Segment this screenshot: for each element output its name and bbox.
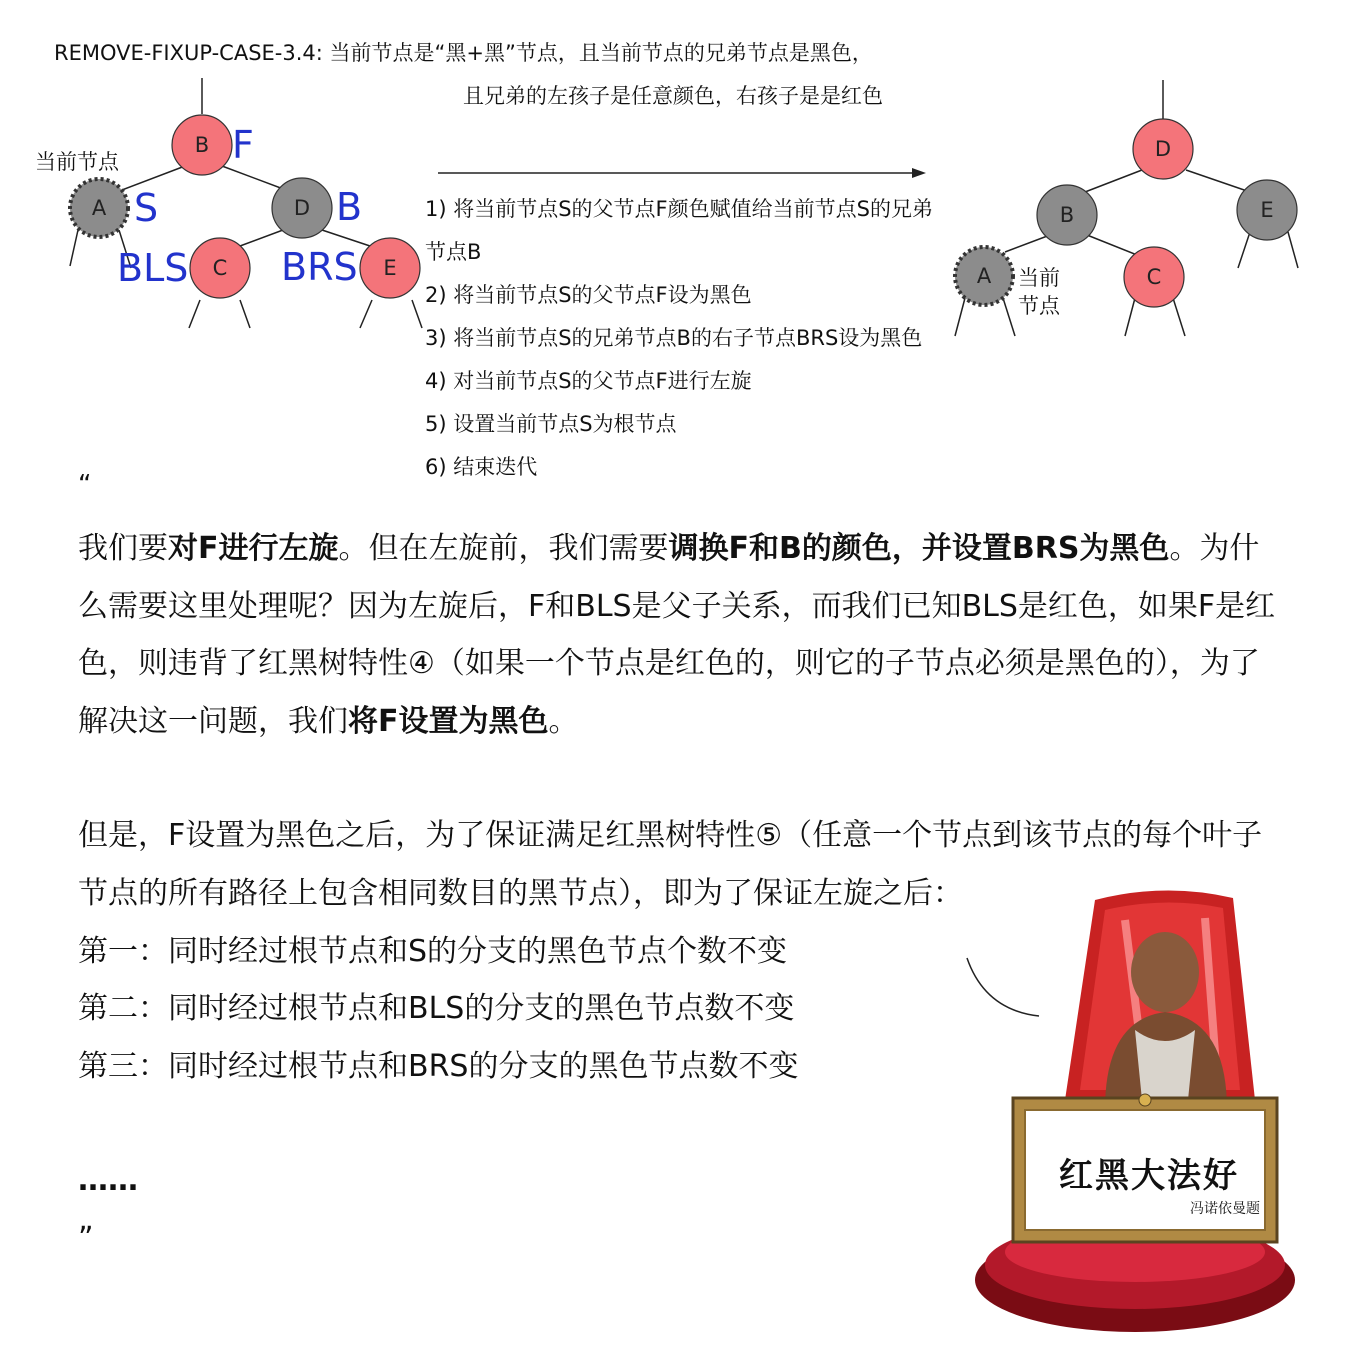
- svg-text:E: E: [383, 256, 397, 280]
- step-3: 3) 将当前节点S的兄弟节点B的右子节点BRS设为黑色: [425, 326, 923, 350]
- step-2: 2) 将当前节点S的父节点F设为黑色: [425, 283, 752, 307]
- svg-text:A: A: [91, 196, 107, 220]
- steps-list: [425, 197, 933, 479]
- header-line-1: REMOVE-FIXUP-CASE-3.4: 当前节点是“黑+黑”节点，且当前节点的兄弟节点是黑色，: [54, 41, 873, 65]
- meme-sign-subtitle: 冯诺依曼题: [1190, 1201, 1260, 1217]
- left-node-B: [172, 115, 232, 175]
- speech-curve: [967, 958, 1039, 1016]
- open-quote: “: [78, 470, 92, 500]
- meme-sign-text: 红黑大法好: [1059, 1156, 1239, 1196]
- right-node-B: [1037, 185, 1097, 245]
- left-node-D: [272, 178, 332, 238]
- current-node-label-left: 当前节点: [35, 150, 119, 174]
- right-node-E: [1237, 180, 1297, 240]
- left-node-A-current: [70, 179, 128, 237]
- label-BRS: BRS: [281, 245, 358, 289]
- svg-text:C: C: [1146, 265, 1162, 289]
- close-quote: ”: [78, 1220, 94, 1256]
- svg-text:D: D: [293, 196, 311, 220]
- left-node-E: [360, 238, 420, 298]
- svg-text:A: A: [976, 264, 992, 288]
- person-head: [1131, 932, 1199, 1012]
- paragraph-2: 但是，F设置为黑色之后，为了保证满足红黑树特性⑤（任意一个节点到该节点的每个叶子节点的所有路径上包含相同数目的黑节点），即为了保证左旋之后：: [78, 818, 1263, 911]
- step-4: 4) 对当前节点S的父节点F进行左旋: [425, 369, 752, 393]
- current-node-label-right-2: 节点: [1018, 294, 1060, 318]
- left-node-C: [190, 238, 250, 298]
- label-F: F: [232, 123, 254, 167]
- step-5: 5) 设置当前节点S为根节点: [425, 412, 677, 436]
- label-BLS: BLS: [117, 246, 189, 290]
- label-S: S: [134, 186, 159, 230]
- step-1: 1) 将当前节点S的父节点F颜色赋值给当前节点S的兄弟: [425, 197, 933, 221]
- list-item-3: 第三：同时经过根节点和BRS的分支的黑色节点数不变: [78, 1048, 799, 1084]
- step-6: 6) 结束迭代: [425, 455, 538, 479]
- header-line-2: 且兄弟的左孩子是任意颜色，右孩子是是红色: [463, 84, 883, 108]
- paragraph-1: 我们要对F进行左旋。但在左旋前，我们需要调换F和B的颜色，并设置BRS为黑色。为什么需要这里处理呢？因为左旋后，F和BLS是父子关系，而我们已知BLS是红色，如果F是红色，则违背了红黑树特性④（如果一个节点是红色的，则它的子节点必须是黑色的），为了解决这一问题，我们将F设置为黑色。: [78, 531, 1276, 739]
- right-node-A-current: [955, 247, 1013, 305]
- svg-text:D: D: [1154, 137, 1172, 161]
- step-1-cont: 节点B: [425, 240, 482, 264]
- current-node-label-right-1: 当前: [1018, 266, 1060, 290]
- right-node-D: [1133, 119, 1193, 179]
- svg-text:B: B: [194, 133, 210, 157]
- list-item-1: 第一：同时经过根节点和S的分支的黑色节点个数不变: [78, 933, 788, 969]
- svg-text:E: E: [1260, 198, 1274, 222]
- red-black-tree-diagram: [0, 0, 1360, 500]
- label-B: B: [336, 185, 363, 229]
- right-node-C: [1124, 247, 1184, 307]
- list-item-2: 第二：同时经过根节点和BLS的分支的黑色节点数不变: [78, 991, 795, 1027]
- svg-text:B: B: [1059, 203, 1075, 227]
- transform-arrow: [438, 168, 926, 178]
- meme-chair-image: [955, 880, 1315, 1340]
- ellipsis: ……: [78, 1163, 138, 1199]
- svg-text:C: C: [212, 256, 228, 280]
